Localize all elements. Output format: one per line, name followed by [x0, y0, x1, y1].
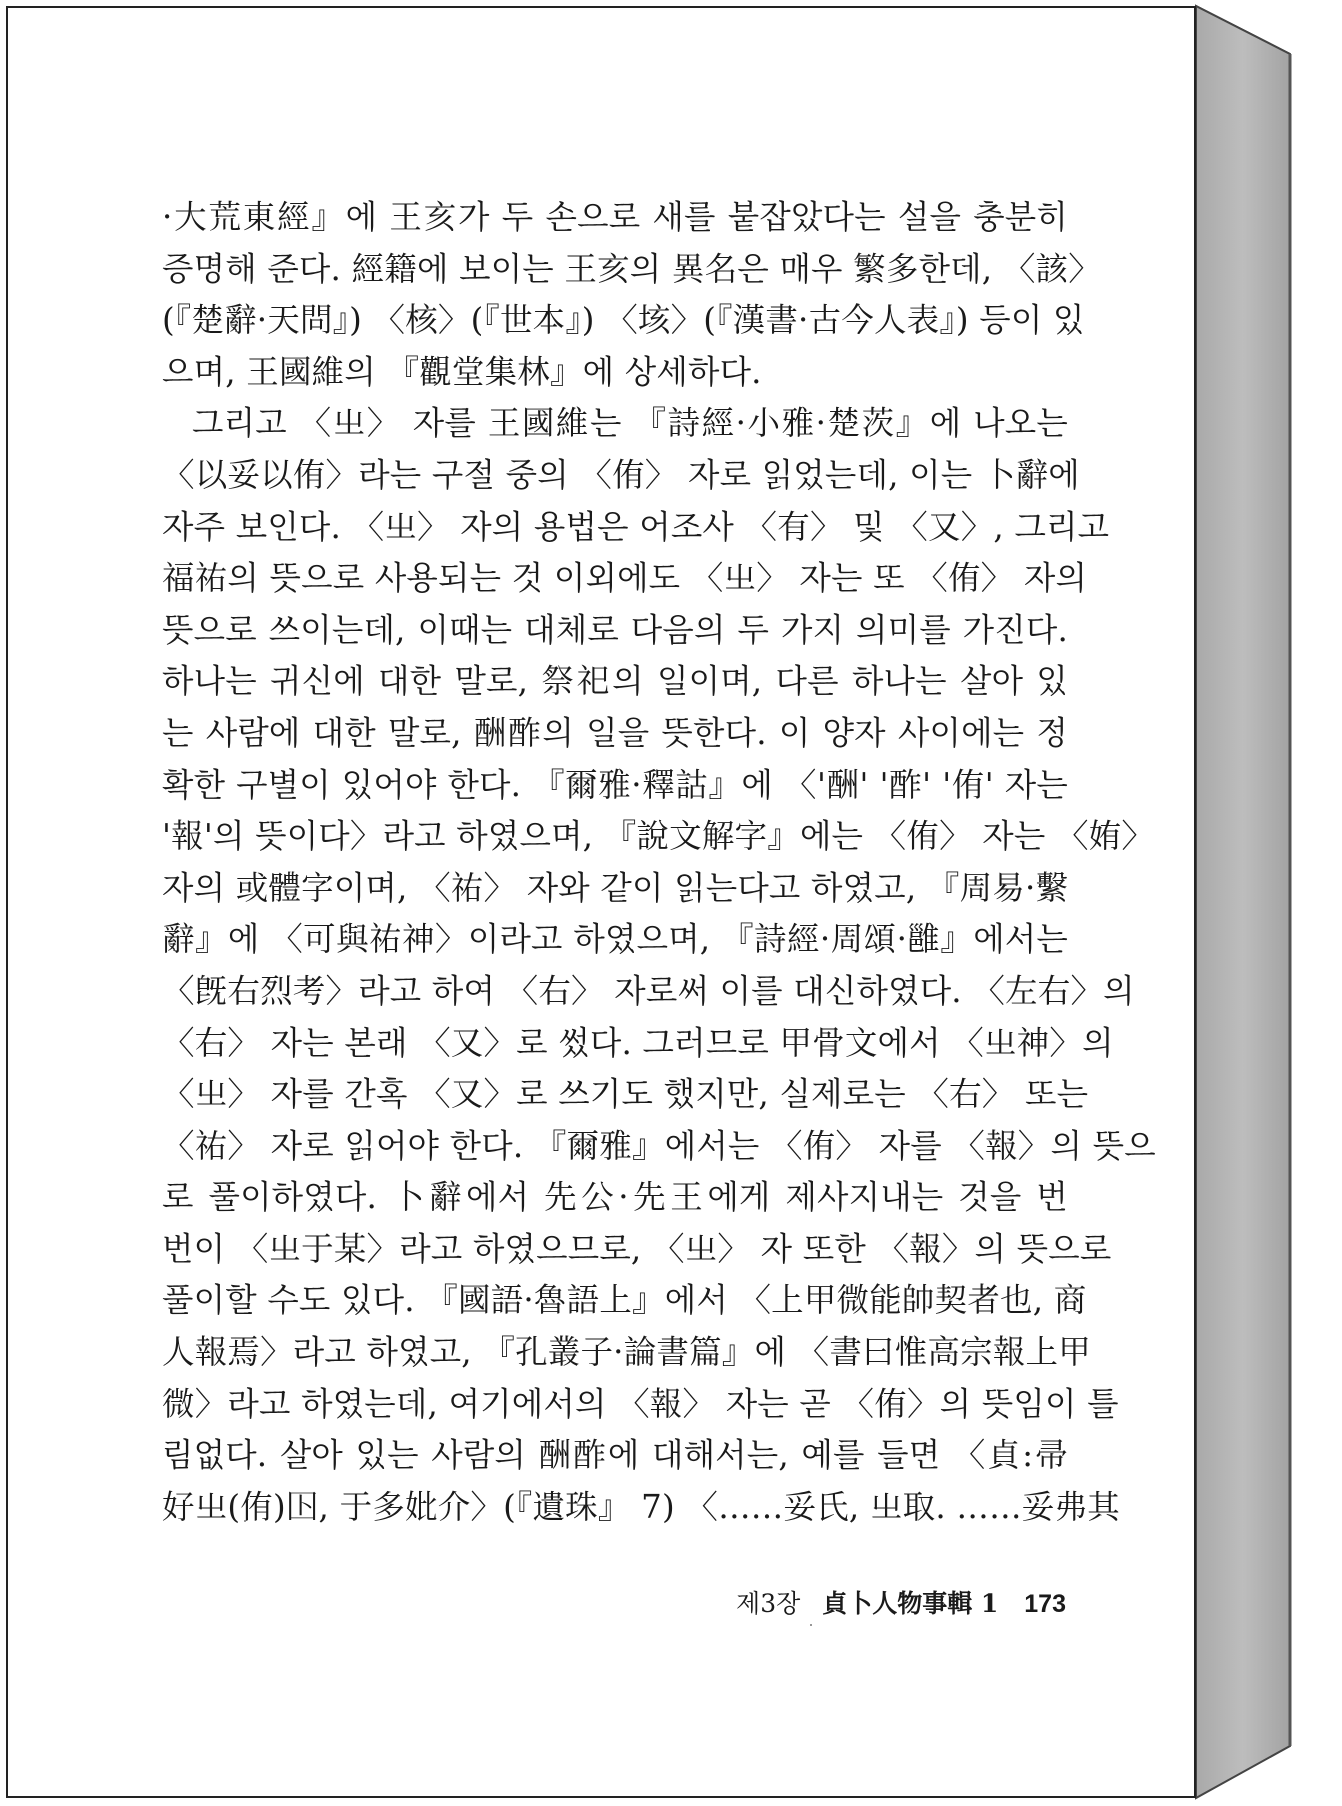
text-line: 微〉라고 하였는데, 여기에서의 〈報〉 자는 곧 〈侑〉의 뜻임이 틀 — [162, 1384, 1119, 1423]
text-line: 림없다. 살아 있는 사람의 酬酢에 대해서는, 예를 들면 〈貞:帚 — [162, 1436, 1068, 1475]
text-line: 로 풀이하였다. 卜辭에서 先公·先王에게 제사지내는 것을 번 — [162, 1178, 1068, 1217]
text-line: '報'의 뜻이다〉라고 하였으며, 『說文解字』에는 〈侑〉 자는 〈姷〉 — [162, 817, 1155, 856]
text-line: 〈旣右烈考〉라고 하여 〈右〉 자로써 이를 대신하였다. 〈左右〉의 — [162, 971, 1135, 1010]
paper-speck — [810, 1624, 812, 1626]
text-line: 好㞢(侑)𡆥, 于多妣介〉(『遺珠』 7) 〈……妥氏, 㞢取. ……妥弗其 — [162, 1487, 1120, 1526]
text-line: 풀이할 수도 있다. 『國語·魯語上』에서 〈上甲微能帥契者也, 商 — [162, 1281, 1087, 1320]
text-line: 〈祐〉 자로 읽어야 한다. 『爾雅』에서는 〈侑〉 자를 〈報〉의 뜻으 — [162, 1126, 1156, 1165]
text-line: 〈右〉 자는 본래 〈又〉로 썼다. 그러므로 甲骨文에서 〈㞢神〉의 — [162, 1023, 1114, 1062]
running-footer — [700, 1584, 1066, 1620]
page-body-text — [162, 192, 1156, 1533]
text-line: 확한 구별이 있어야 한다. 『爾雅·釋詁』에 〈'酬' '酢' '侑' 자는 — [162, 765, 1068, 804]
text-line: 〈以妥以侑〉라는 구절 중의 〈侑〉 자로 읽었는데, 이는 卜辭에 — [162, 455, 1080, 494]
paragraph — [162, 398, 1156, 1533]
text-line: 는 사람에 대한 말로, 酬酢의 일을 뜻한다. 이 양자 사이에는 정 — [162, 713, 1068, 752]
text-line: 번이 〈㞢于某〉라고 하였으므로, 〈㞢〉 자 또한 〈報〉의 뜻으로 — [162, 1229, 1112, 1268]
text-line: 辭』에 〈可與祐神〉이라고 하였으며, 『詩經·周頌·雝』에서는 — [162, 920, 1068, 959]
text-line: 으며, 王國維의 『觀堂集林』에 상세하다. — [162, 352, 762, 391]
text-line: 자주 보인다. 〈㞢〉 자의 용법은 어조사 〈有〉 및 〈又〉, 그리고 — [162, 507, 1110, 546]
text-line: ·大荒東經』에 王亥가 두 손으로 새를 붙잡았다는 설을 충분히 — [162, 198, 1068, 236]
text-line: 〈㞢〉 자를 간혹 〈又〉로 쓰기도 했지만, 실제로는 〈右〉 또는 — [162, 1075, 1089, 1114]
text-line: 人報焉〉라고 하였고, 『孔叢子·論書篇』에 〈書曰惟高宗報上甲 — [162, 1333, 1091, 1372]
chapter-label: 제3장 — [736, 1589, 801, 1618]
text-line: 자의 或體字이며, 〈祐〉 자와 같이 읽는다고 하였고, 『周易·繫 — [162, 868, 1069, 907]
text-line: (『楚辭·天問』) 〈核〉(『世本』) 〈垓〉(『漢書·古今人表』) 등이 있 — [162, 301, 1085, 340]
text-line: 뜻으로 쓰이는데, 이때는 대체로 다음의 두 가지 의미를 가진다. — [162, 610, 1068, 649]
text-line: 하나는 귀신에 대한 말로, 祭祀의 일이며, 다른 하나는 살아 있 — [162, 662, 1068, 701]
book-side-edge — [1196, 6, 1290, 1798]
text-line: 福祐의 뜻으로 사용되는 것 이외에도 〈㞢〉 자는 또 〈侑〉 자의 — [162, 559, 1088, 598]
page-number: 173 — [1024, 1590, 1066, 1618]
running-title: 貞卜人物事輯 1 — [822, 1589, 999, 1618]
text-line: 증명해 준다. 經籍에 보이는 王亥의 異名은 매우 繁多한데, 〈該〉 — [162, 249, 1101, 288]
paragraph — [162, 192, 1101, 398]
text-line: 그리고 〈㞢〉 자를 王國維는 『詩經·小雅·楚茨』에 나오는 — [192, 404, 1068, 443]
